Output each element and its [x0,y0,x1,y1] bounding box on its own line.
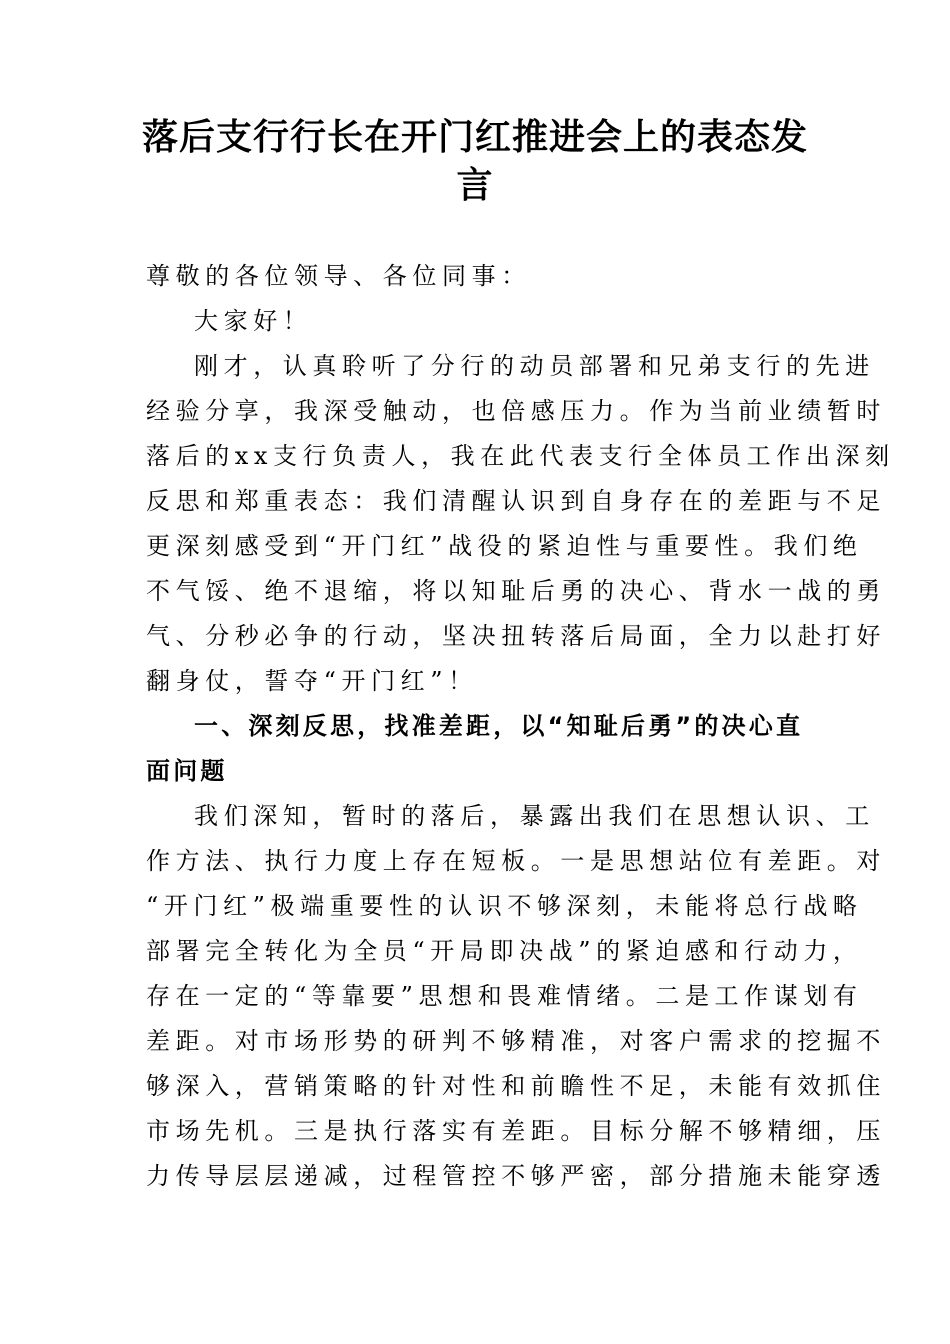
intro-line: 落后的xx支行负责人，我在此代表支行全体员工作出深刻 [146,442,895,470]
salutation: 尊敬的各位领导、各位同事： [146,262,531,290]
section-heading-line: 面问题 [146,757,228,785]
body-line: 差距。对市场形势的研判不够精准，对客户需求的挖掘不 [146,1027,886,1055]
body-line: 作方法、执行力度上存在短板。一是思想站位有差距。对 [146,847,886,875]
intro-line: 更深刻感受到“开门红”战役的紧迫性与重要性。我们绝 [146,532,863,560]
intro-line: 反思和郑重表态：我们清醒认识到自身存在的差距与不足 [146,487,886,515]
document-title-line-2: 言 [456,165,494,206]
body-line: “开门红”极端重要性的认识不够深刻，未能将总行战略 [146,892,863,920]
intro-line: 不气馁、绝不退缩，将以知耻后勇的决心、背水一战的勇 [146,577,886,605]
intro-line: 翻身仗，誓夺“开门红”！ [146,667,478,695]
intro-line: 刚才，认真聆听了分行的动员部署和兄弟支行的先进 [194,352,875,380]
intro-line: 气、分秒必争的行动，坚决扭转落后局面，全力以赴打好 [146,622,886,650]
document-title-line-1: 落后支行行长在开门红推进会上的表态发 [141,117,808,158]
body-line: 存在一定的“等靠要”思想和畏难情绪。二是工作谋划有 [146,982,863,1010]
intro-line: 经验分享，我深受触动，也倍感压力。作为当前业绩暂时 [146,397,886,425]
body-line: 我们深知，暂时的落后，暴露出我们在思想认识、工 [194,802,875,830]
body-line: 力传导层层递减，过程管控不够严密，部分措施未能穿透 [146,1162,886,1190]
section-heading-line: 一、深刻反思，找准差距，以“知耻后勇”的决心直 [194,712,804,740]
body-line: 市场先机。三是执行落实有差距。目标分解不够精细，压 [146,1117,886,1145]
greeting: 大家好！ [194,307,313,335]
body-line: 够深入，营销策略的针对性和前瞻性不足，未能有效抓住 [146,1072,886,1100]
body-line: 部署完全转化为全员“开局即决战”的紧迫感和行动力， [146,937,863,965]
